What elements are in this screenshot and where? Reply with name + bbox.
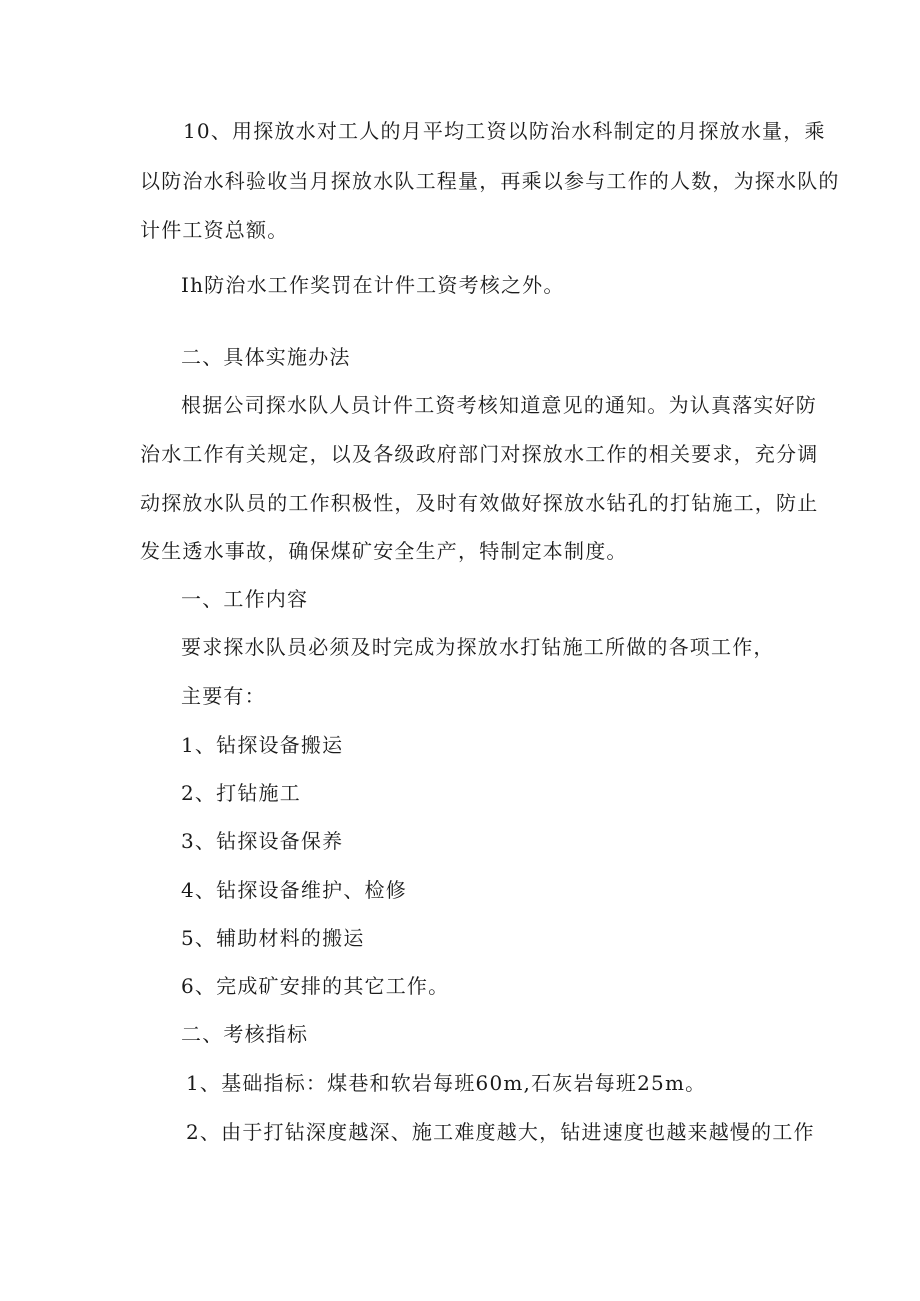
- heading-implementation: 二、具体实施办法: [181, 345, 351, 369]
- para1-line-1: 10、用探放水对工人的月平均工资以防治水科制定的月探放水量，乘: [183, 119, 826, 143]
- para4: 要求探水队员必须及时完成为探放水打钻施工所做的各项工作，: [181, 635, 775, 659]
- list-item: 2、打钻施工: [181, 781, 301, 805]
- para3-line-4: 发生透水事故，确保煤矿安全生产，特制定本制度。: [140, 539, 628, 563]
- heading-work-content: 一、工作内容: [181, 587, 309, 611]
- list-item: 1、钻探设备搬运: [181, 733, 344, 757]
- list-item: 5、辅助材料的搬运: [181, 926, 365, 950]
- para1-line-3: 计件工资总额。: [140, 218, 289, 242]
- para3-line-2: 治水工作有关规定，以及各级政府部门对探放水工作的相关要求，充分调: [140, 442, 819, 466]
- para3-line-3: 动探放水队员的工作积极性，及时有效做好探放水钻孔的打钻施工，防止: [140, 491, 819, 515]
- list-item: 4、钻探设备维护、检修: [181, 878, 407, 902]
- heading-assessment: 二、考核指标: [181, 1022, 309, 1046]
- index-item-1: 1、基础指标：煤巷和软岩每班60m,石灰岩每班25m。: [186, 1071, 707, 1095]
- para5: 主要有：: [181, 684, 266, 708]
- para1-line-2: 以防治水科验收当月探放水队工程量，再乘以参与工作的人数，为探水队的: [140, 169, 840, 193]
- index-item-2: 2、由于打钻深度越深、施工难度越大，钻进速度也越来越慢的工作: [186, 1120, 815, 1144]
- para3-line-1: 根据公司探水队人员计件工资考核知道意见的通知。为认真落实好防: [181, 393, 817, 417]
- list-item: 3、钻探设备保养: [181, 829, 344, 853]
- list-item: 6、完成矿安排的其它工作。: [181, 974, 450, 998]
- para2: Ih防治水工作奖罚在计件工资考核之外。: [181, 273, 565, 297]
